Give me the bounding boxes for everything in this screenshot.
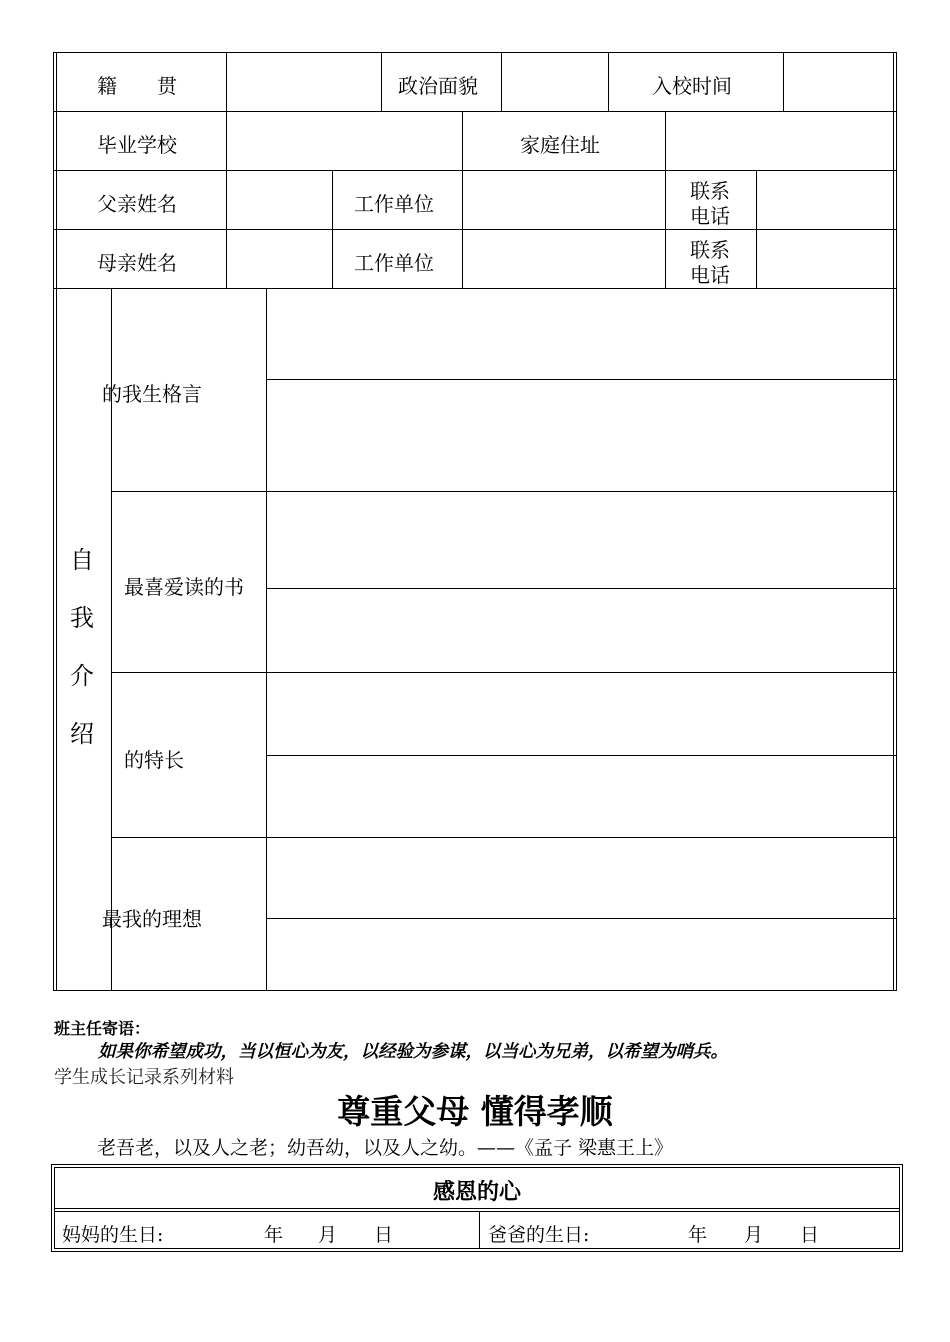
label-political-status: 政治面貌 bbox=[398, 74, 478, 98]
enrollment-date-field[interactable] bbox=[784, 53, 893, 111]
label-father-workplace: 工作单位 bbox=[354, 192, 434, 216]
self-intro-char-2: 我 bbox=[70, 604, 94, 632]
label-mother-name: 母亲姓名 bbox=[97, 251, 177, 275]
label-specialty: 的特长 bbox=[124, 748, 184, 772]
gratitude-title: 感恩的心 bbox=[432, 1179, 521, 1205]
mom-birthday-label: 妈妈的生日: bbox=[62, 1224, 164, 1246]
political-status-field[interactable] bbox=[502, 53, 608, 111]
label-mother-phone-1: 联系 bbox=[690, 238, 730, 262]
ideal-answer-area[interactable] bbox=[267, 838, 893, 990]
dad-birthday-label: 爸爸的生日: bbox=[488, 1224, 590, 1246]
dad-month-label: 月 bbox=[744, 1224, 764, 1246]
father-phone-field[interactable] bbox=[757, 171, 893, 229]
label-mother-workplace: 工作单位 bbox=[354, 251, 434, 275]
label-home-address: 家庭住址 bbox=[520, 133, 600, 157]
mom-birthday-field[interactable] bbox=[185, 1213, 475, 1247]
label-native-place: 籍 贯 bbox=[97, 74, 177, 98]
graduated-school-field[interactable] bbox=[227, 112, 462, 170]
label-favorite-book: 最喜爱读的书 bbox=[124, 575, 244, 599]
teacher-note-text: 如果你希望成功，当以恒心为友，以经验为参谋，以当心为兄弟，以希望为哨兵。 bbox=[98, 1042, 728, 1062]
label-mother-phone-2: 电话 bbox=[690, 263, 730, 287]
mother-name-field[interactable] bbox=[227, 230, 332, 288]
label-father-phone-1: 联系 bbox=[690, 179, 730, 203]
self-intro-char-3: 介 bbox=[70, 662, 94, 690]
self-intro-char-4: 绍 bbox=[70, 720, 94, 748]
section-title: 尊重父母 懂得孝顺 bbox=[337, 1092, 613, 1131]
self-intro-char-1: 自 bbox=[70, 546, 94, 574]
label-father-phone-2: 电话 bbox=[690, 204, 730, 228]
mother-phone-field[interactable] bbox=[757, 230, 893, 288]
series-label: 学生成长记录系列材料 bbox=[54, 1067, 234, 1088]
label-ideal: 最我的理想 bbox=[102, 907, 202, 931]
label-enrollment-date: 入校时间 bbox=[652, 74, 732, 98]
father-name-field[interactable] bbox=[227, 171, 332, 229]
mom-month-label: 月 bbox=[318, 1224, 338, 1246]
native-place-field[interactable] bbox=[227, 53, 381, 111]
motto-answer-area[interactable] bbox=[267, 289, 893, 491]
teacher-note-label: 班主任寄语： bbox=[54, 1019, 151, 1038]
dad-year-label: 年 bbox=[688, 1224, 708, 1246]
favorite-book-answer-area[interactable] bbox=[267, 492, 893, 672]
dad-birthday-field[interactable] bbox=[610, 1213, 896, 1247]
specialty-answer-area[interactable] bbox=[267, 673, 893, 837]
father-workplace-field[interactable] bbox=[463, 171, 665, 229]
mencius-quote: 老吾老，以及人之老；幼吾幼，以及人之幼。——《孟子 梁惠王上》 bbox=[97, 1137, 674, 1159]
mother-workplace-field[interactable] bbox=[463, 230, 665, 288]
dad-day-label: 日 bbox=[800, 1224, 820, 1246]
label-graduated-school: 毕业学校 bbox=[97, 133, 177, 157]
mom-day-label: 日 bbox=[374, 1224, 394, 1246]
label-father-name: 父亲姓名 bbox=[97, 192, 177, 216]
label-motto: 的我生格言 bbox=[102, 382, 202, 406]
home-address-field[interactable] bbox=[666, 112, 893, 170]
mom-year-label: 年 bbox=[264, 1224, 284, 1246]
